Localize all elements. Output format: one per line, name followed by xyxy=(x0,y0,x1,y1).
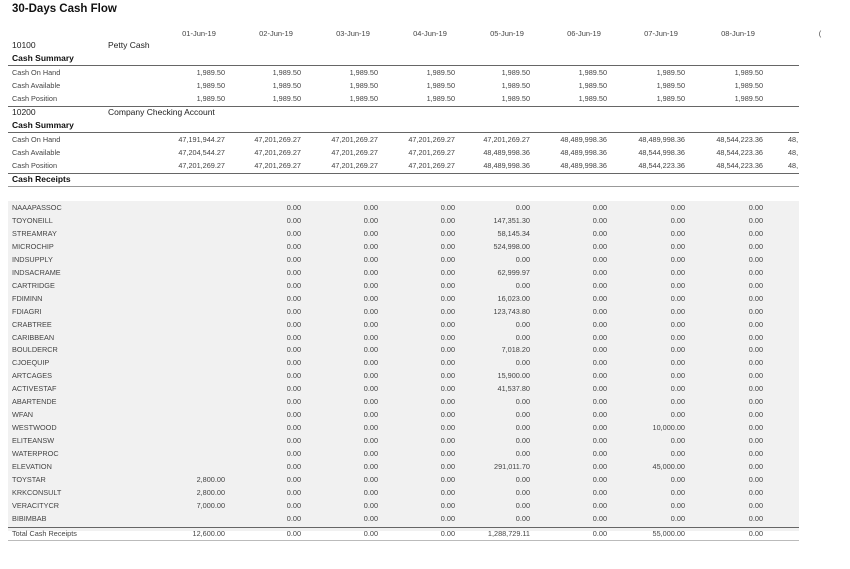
cell-value: 7,018.20 xyxy=(501,345,530,355)
cell-value: 0.00 xyxy=(748,371,763,381)
row-label: Cash Available xyxy=(12,148,61,157)
cell-value: 0.00 xyxy=(515,280,530,290)
row-label: Cash On Hand xyxy=(12,68,61,77)
cell-value: 147,351.30 xyxy=(493,215,530,225)
cell-value: 1,989.50 xyxy=(272,94,301,103)
cell-value: 0.00 xyxy=(592,500,607,510)
cell-value: 291,011.70 xyxy=(494,462,530,471)
cell-value: 0.00 xyxy=(592,449,607,459)
cell-value: 0.00 xyxy=(515,513,530,523)
cell-value-cutoff: 48, xyxy=(788,148,799,157)
cell-value: 1,989.50 xyxy=(426,94,455,103)
cell-value: 0.00 xyxy=(363,267,378,277)
date-header: 08-Jun-19 xyxy=(721,29,755,38)
cell-value: 0.00 xyxy=(286,410,301,420)
cell-value: 0.00 xyxy=(440,332,455,342)
row-label: FDIMINN xyxy=(12,293,43,303)
cell-value: 1,989.50 xyxy=(578,81,607,90)
cell-value: 0.00 xyxy=(440,487,455,497)
cell-value: 0.00 xyxy=(363,215,378,225)
cell-value: 0.00 xyxy=(748,449,763,459)
row-label: Cash Position xyxy=(12,94,58,103)
cell-value: 0.00 xyxy=(670,293,685,303)
cell-value: 0.00 xyxy=(592,306,607,316)
cell-value: 16,023.00 xyxy=(497,293,530,303)
total-divider xyxy=(8,527,799,528)
date-header: 05-Jun-19 xyxy=(490,29,524,38)
cell-value: 47,201,269.27 xyxy=(331,161,378,170)
cell-value: 0.00 xyxy=(670,397,685,407)
cell-value: 0.00 xyxy=(670,203,685,212)
cell-value: 47,204,544.27 xyxy=(178,148,225,157)
cell-value: 0.00 xyxy=(286,228,301,238)
row-label: Cash Available xyxy=(12,81,61,90)
cell-value: 10,000.00 xyxy=(652,423,685,433)
cell-value: 0.00 xyxy=(440,436,455,446)
cell-value: 0.00 xyxy=(670,228,685,238)
cell-value: 0.00 xyxy=(286,306,301,316)
cell-value: 0.00 xyxy=(515,474,530,484)
cell-value: 0.00 xyxy=(592,384,607,394)
row-label: INDSACRAME xyxy=(12,267,61,277)
page-title: 30-Days Cash Flow xyxy=(12,3,117,15)
cell-value: 0.00 xyxy=(440,384,455,394)
row-label: Cash Position xyxy=(12,161,58,170)
cell-value: 1,989.50 xyxy=(349,81,378,90)
row-label: TOYONEILL xyxy=(12,215,53,225)
total-value: 12,600.00 xyxy=(192,529,225,538)
cell-value: 0.00 xyxy=(286,332,301,342)
cell-value: 0.00 xyxy=(363,487,378,497)
cell-value: 2,800.00 xyxy=(196,487,225,497)
cell-value: 47,201,269.27 xyxy=(254,148,301,157)
cell-value: 48,489,998.36 xyxy=(638,135,685,144)
row-label: CARTRIDGE xyxy=(12,280,55,290)
total-label: Total Cash Receipts xyxy=(12,529,77,538)
cell-value: 0.00 xyxy=(748,280,763,290)
cell-value: 0.00 xyxy=(670,215,685,225)
cell-value: 48,544,998.36 xyxy=(638,148,685,157)
cell-value: 0.00 xyxy=(592,228,607,238)
cell-value: 0.00 xyxy=(748,228,763,238)
section-title: Cash Receipts xyxy=(12,174,71,184)
row-label: VERACITYCR xyxy=(12,500,60,510)
cell-value: 0.00 xyxy=(440,203,455,212)
cell-value: 0.00 xyxy=(440,397,455,407)
cell-value: 0.00 xyxy=(440,267,455,277)
cell-value: 0.00 xyxy=(363,423,378,433)
cell-value: 0.00 xyxy=(670,306,685,316)
cell-value: 15,900.00 xyxy=(497,371,530,381)
cell-value: 0.00 xyxy=(670,384,685,394)
cell-value: 0.00 xyxy=(515,436,530,446)
cell-value: 0.00 xyxy=(670,500,685,510)
cell-value: 0.00 xyxy=(286,449,301,459)
cell-value: 0.00 xyxy=(592,436,607,446)
cell-value: 0.00 xyxy=(592,215,607,225)
section-title: Cash Summary xyxy=(12,120,74,130)
cell-value: 123,743.80 xyxy=(493,306,530,316)
cell-value: 0.00 xyxy=(748,254,763,264)
cell-value: 0.00 xyxy=(748,358,763,368)
cell-value: 1,989.50 xyxy=(734,94,763,103)
cell-value: 0.00 xyxy=(363,436,378,446)
cell-value: 0.00 xyxy=(440,215,455,225)
cell-value: 0.00 xyxy=(363,462,378,471)
cell-value: 1,989.50 xyxy=(349,68,378,77)
cell-value: 0.00 xyxy=(670,487,685,497)
cell-value: 0.00 xyxy=(592,203,607,212)
cell-value: 0.00 xyxy=(440,358,455,368)
cell-value: 0.00 xyxy=(670,474,685,484)
cell-value: 0.00 xyxy=(670,436,685,446)
cell-value: 0.00 xyxy=(592,319,607,329)
cell-value: 0.00 xyxy=(748,203,763,212)
cell-value: 0.00 xyxy=(363,293,378,303)
cell-value: 0.00 xyxy=(286,462,301,471)
cell-value: 0.00 xyxy=(515,397,530,407)
cell-value: 0.00 xyxy=(592,345,607,355)
cell-value: 48,489,998.36 xyxy=(560,135,607,144)
total-divider xyxy=(8,540,799,541)
cell-value: 0.00 xyxy=(670,319,685,329)
cell-value: 0.00 xyxy=(363,241,378,251)
date-header: 07-Jun-19 xyxy=(644,29,678,38)
cell-value: 0.00 xyxy=(363,345,378,355)
cell-value: 47,201,269.27 xyxy=(178,161,225,170)
cell-value: 47,191,944.27 xyxy=(178,135,225,144)
cell-value: 0.00 xyxy=(286,203,301,212)
row-label: Cash On Hand xyxy=(12,135,61,144)
account-code: 10100 xyxy=(12,40,36,50)
cell-value: 0.00 xyxy=(363,228,378,238)
cell-value: 0.00 xyxy=(515,500,530,510)
cell-value: 0.00 xyxy=(592,371,607,381)
cell-value: 0.00 xyxy=(286,487,301,497)
cell-value: 0.00 xyxy=(286,397,301,407)
row-label: ELEVATION xyxy=(12,462,52,471)
cell-value: 0.00 xyxy=(748,332,763,342)
cell-value: 0.00 xyxy=(440,500,455,510)
cell-value: 0.00 xyxy=(363,319,378,329)
cell-value: 47,201,269.27 xyxy=(408,135,455,144)
cell-value: 1,989.50 xyxy=(196,94,225,103)
cell-value: 0.00 xyxy=(515,319,530,329)
cell-value: 0.00 xyxy=(748,306,763,316)
cell-value: 0.00 xyxy=(440,280,455,290)
row-label: STREAMRAY xyxy=(12,228,57,238)
cell-value: 48,544,223.36 xyxy=(716,135,763,144)
row-label: INDSUPPLY xyxy=(12,254,53,264)
cell-value: 0.00 xyxy=(286,215,301,225)
cell-value: 0.00 xyxy=(592,358,607,368)
cell-value: 0.00 xyxy=(748,423,763,433)
cell-value: 1,989.50 xyxy=(578,94,607,103)
cell-value: 0.00 xyxy=(748,500,763,510)
cell-value: 48,489,998.36 xyxy=(483,148,530,157)
cell-value: 0.00 xyxy=(592,397,607,407)
cell-value: 0.00 xyxy=(286,500,301,510)
row-label: WESTWOOD xyxy=(12,423,57,433)
cell-value: 0.00 xyxy=(670,254,685,264)
cell-value: 0.00 xyxy=(363,254,378,264)
cell-value: 0.00 xyxy=(515,358,530,368)
cell-value: 0.00 xyxy=(286,436,301,446)
cell-value: 2,800.00 xyxy=(196,474,225,484)
cell-value: 0.00 xyxy=(748,267,763,277)
cell-value: 0.00 xyxy=(748,215,763,225)
cell-value: 0.00 xyxy=(748,474,763,484)
cell-value: 1,989.50 xyxy=(656,94,685,103)
row-label: CARIBBEAN xyxy=(12,332,55,342)
cell-value: 48,489,998.36 xyxy=(560,148,607,157)
row-label: NAAAPASSOC xyxy=(12,203,62,212)
date-header-cutoff: ( xyxy=(818,29,822,38)
cell-value: 0.00 xyxy=(440,241,455,251)
row-label: KRKCONSULT xyxy=(12,487,62,497)
cell-value: 0.00 xyxy=(748,241,763,251)
cell-value: 0.00 xyxy=(363,513,378,523)
cell-value: 0.00 xyxy=(748,293,763,303)
row-label: ABARTENDE xyxy=(12,397,57,407)
cell-value: 0.00 xyxy=(592,474,607,484)
cell-value: 0.00 xyxy=(748,345,763,355)
date-header: 06-Jun-19 xyxy=(567,29,601,38)
cell-value: 0.00 xyxy=(440,423,455,433)
cell-value: 0.00 xyxy=(748,410,763,420)
cell-value: 0.00 xyxy=(363,358,378,368)
row-label: CRABTREE xyxy=(12,319,52,329)
cell-value: 0.00 xyxy=(592,267,607,277)
cell-value: 48,489,998.36 xyxy=(483,161,530,170)
cell-value: 0.00 xyxy=(440,462,455,471)
total-value: 0.00 xyxy=(286,529,301,538)
cell-value: 0.00 xyxy=(440,513,455,523)
cell-value: 0.00 xyxy=(363,371,378,381)
date-header: 01-Jun-19 xyxy=(182,29,216,38)
cell-value: 0.00 xyxy=(515,449,530,459)
cell-value: 0.00 xyxy=(363,474,378,484)
cell-value: 1,989.50 xyxy=(196,81,225,90)
row-label: MICROCHIP xyxy=(12,241,54,251)
cell-value: 0.00 xyxy=(440,228,455,238)
cell-value: 1,989.50 xyxy=(349,94,378,103)
cell-value: 0.00 xyxy=(515,410,530,420)
cell-value: 58,145.34 xyxy=(497,228,530,238)
cell-value: 0.00 xyxy=(670,267,685,277)
cell-value: 0.00 xyxy=(286,241,301,251)
cell-value: 0.00 xyxy=(670,358,685,368)
cell-value: 1,989.50 xyxy=(656,81,685,90)
date-header: 04-Jun-19 xyxy=(413,29,447,38)
total-value: 0.00 xyxy=(363,529,378,538)
cell-value: 0.00 xyxy=(670,513,685,523)
cell-value: 0.00 xyxy=(363,449,378,459)
cell-value: 0.00 xyxy=(440,449,455,459)
cell-value: 0.00 xyxy=(670,345,685,355)
cell-value: 0.00 xyxy=(363,280,378,290)
divider xyxy=(8,186,799,187)
cell-value: 0.00 xyxy=(286,371,301,381)
cell-value: 47,201,269.27 xyxy=(331,148,378,157)
cell-value: 0.00 xyxy=(670,332,685,342)
cell-value: 47,201,269.27 xyxy=(254,161,301,170)
cell-value: 0.00 xyxy=(363,410,378,420)
cell-value: 1,989.50 xyxy=(501,68,530,77)
cell-value: 0.00 xyxy=(440,306,455,316)
cell-value: 1,989.50 xyxy=(501,81,530,90)
row-label: TOYSTAR xyxy=(12,474,46,484)
cell-value: 0.00 xyxy=(748,462,763,471)
cell-value: 0.00 xyxy=(592,280,607,290)
cell-value: 0.00 xyxy=(748,436,763,446)
row-label: WFAN xyxy=(12,410,34,420)
cell-value: 1,989.50 xyxy=(578,68,607,77)
cell-value: 0.00 xyxy=(592,410,607,420)
total-value: 0.00 xyxy=(440,529,455,538)
cell-value: 0.00 xyxy=(592,241,607,251)
total-value: 0.00 xyxy=(592,529,607,538)
cell-value: 0.00 xyxy=(363,306,378,316)
cell-value-cutoff: 48, xyxy=(788,135,799,144)
cell-value: 0.00 xyxy=(592,332,607,342)
divider xyxy=(8,132,799,133)
cell-value-cutoff: 48, xyxy=(788,161,799,170)
cell-value: 1,989.50 xyxy=(196,68,225,77)
cell-value: 47,201,269.27 xyxy=(408,161,455,170)
row-label: BIBIMBAB xyxy=(12,513,47,523)
cell-value: 0.00 xyxy=(440,345,455,355)
date-header: 02-Jun-19 xyxy=(259,29,293,38)
cell-value: 0.00 xyxy=(670,410,685,420)
cell-value: 0.00 xyxy=(748,397,763,407)
cell-value: 0.00 xyxy=(440,474,455,484)
cell-value: 0.00 xyxy=(363,384,378,394)
cell-value: 48,489,998.36 xyxy=(560,161,607,170)
cell-value: 0.00 xyxy=(748,319,763,329)
cell-value: 0.00 xyxy=(286,513,301,523)
cell-value: 0.00 xyxy=(286,474,301,484)
cell-value: 0.00 xyxy=(592,462,607,471)
cell-value: 0.00 xyxy=(748,513,763,523)
cell-value: 0.00 xyxy=(286,384,301,394)
cell-value: 0.00 xyxy=(286,358,301,368)
cell-value: 0.00 xyxy=(363,332,378,342)
account-name: Company Checking Account xyxy=(108,107,215,117)
cell-value: 0.00 xyxy=(515,254,530,264)
cell-value: 1,989.50 xyxy=(426,68,455,77)
cell-value: 0.00 xyxy=(286,319,301,329)
cell-value: 1,989.50 xyxy=(734,68,763,77)
row-label: CJOEQUIP xyxy=(12,358,50,368)
total-value: 55,000.00 xyxy=(652,529,685,538)
cell-value: 0.00 xyxy=(363,397,378,407)
account-name: Petty Cash xyxy=(108,40,150,50)
cell-value: 0.00 xyxy=(286,293,301,303)
cell-value: 0.00 xyxy=(670,371,685,381)
cell-value: 48,544,223.36 xyxy=(638,161,685,170)
cell-value: 0.00 xyxy=(286,280,301,290)
cell-value: 0.00 xyxy=(592,423,607,433)
cell-value: 7,000.00 xyxy=(196,500,225,510)
date-header: 03-Jun-19 xyxy=(336,29,370,38)
cell-value: 0.00 xyxy=(286,254,301,264)
cell-value: 1,989.50 xyxy=(272,81,301,90)
cell-value: 0.00 xyxy=(440,371,455,381)
cell-value: 0.00 xyxy=(515,203,530,212)
total-value: 1,288,729.11 xyxy=(487,529,530,538)
cell-value: 0.00 xyxy=(286,423,301,433)
cell-value: 47,201,269.27 xyxy=(483,135,530,144)
cell-value: 48,544,223.36 xyxy=(716,148,763,157)
cell-value: 0.00 xyxy=(748,487,763,497)
divider xyxy=(8,173,799,174)
cell-value: 1,989.50 xyxy=(656,68,685,77)
divider xyxy=(8,65,799,66)
cell-value: 0.00 xyxy=(363,203,378,212)
cell-value: 0.00 xyxy=(670,449,685,459)
cell-value: 0.00 xyxy=(748,384,763,394)
cell-value: 1,989.50 xyxy=(501,94,530,103)
cell-value: 47,201,269.27 xyxy=(254,135,301,144)
cell-value: 47,201,269.27 xyxy=(408,148,455,157)
cell-value: 0.00 xyxy=(440,319,455,329)
cell-value: 0.00 xyxy=(363,500,378,510)
cell-value: 0.00 xyxy=(670,280,685,290)
cell-value: 0.00 xyxy=(515,487,530,497)
cell-value: 0.00 xyxy=(592,487,607,497)
row-label: ACTIVESTAF xyxy=(12,384,57,394)
cell-value: 0.00 xyxy=(592,254,607,264)
cell-value: 0.00 xyxy=(515,423,530,433)
section-title: Cash Summary xyxy=(12,53,74,63)
account-code: 10200 xyxy=(12,107,36,117)
cell-value: 1,989.50 xyxy=(426,81,455,90)
cell-value: 0.00 xyxy=(286,267,301,277)
cell-value: 524,998.00 xyxy=(493,241,530,251)
cell-value: 0.00 xyxy=(592,513,607,523)
cell-value: 0.00 xyxy=(440,254,455,264)
cell-value: 1,989.50 xyxy=(734,81,763,90)
total-value: 0.00 xyxy=(748,529,763,538)
cell-value: 0.00 xyxy=(440,293,455,303)
row-label: WATERPROC xyxy=(12,449,59,459)
cell-value: 0.00 xyxy=(592,293,607,303)
cell-value: 41,537.80 xyxy=(497,384,530,394)
row-label: ELITEANSW xyxy=(12,436,55,446)
cell-value: 48,544,223.36 xyxy=(716,161,763,170)
cell-value: 62,999.97 xyxy=(497,267,530,277)
row-label: BOULDERCR xyxy=(12,345,58,355)
cell-value: 0.00 xyxy=(286,345,301,355)
cell-value: 0.00 xyxy=(515,332,530,342)
row-label: FDIAGRI xyxy=(12,306,42,316)
cell-value: 0.00 xyxy=(440,410,455,420)
cell-value: 45,000.00 xyxy=(652,462,685,471)
row-label: ARTCAGES xyxy=(12,371,53,381)
cell-value: 1,989.50 xyxy=(272,68,301,77)
cell-value: 0.00 xyxy=(670,241,685,251)
cell-value: 47,201,269.27 xyxy=(331,135,378,144)
